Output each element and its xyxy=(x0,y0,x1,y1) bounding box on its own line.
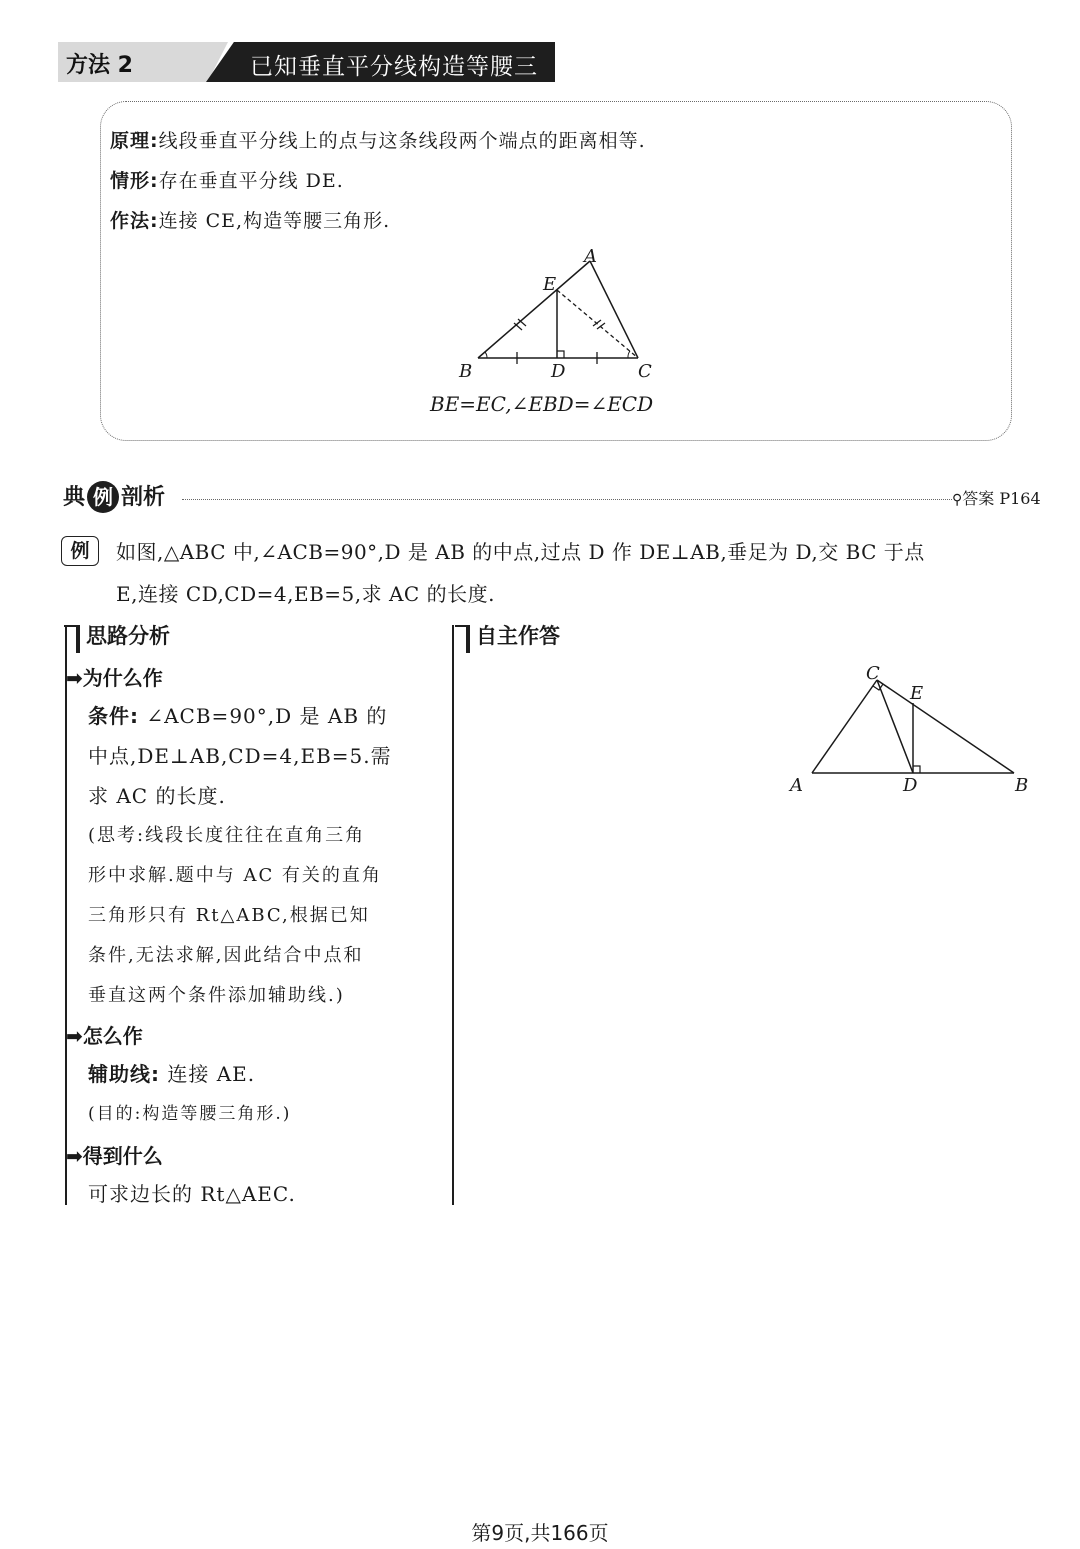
think-line-2: 形中求解.题中与 AC 有关的直角 xyxy=(88,865,382,886)
aux-label: 辅助线: xyxy=(88,1062,160,1086)
fig1-label-e: E xyxy=(543,274,557,295)
fig2-label-d: D xyxy=(903,775,918,796)
aux-line xyxy=(88,1054,255,1094)
figure-caption: BE=EC,∠EBD=∠ECD xyxy=(430,392,654,416)
example-line-2: E,连接 CD,CD=4,EB=5,求 AC 的长度. xyxy=(116,582,495,606)
example-line-1: 如图,△ABC 中,∠ACB=90°,D 是 AB 的中点,过点 D 作 DE⊥AB,垂足为 D,交 BC 于点 xyxy=(116,540,925,564)
section-title-left: 典 xyxy=(63,485,86,510)
right-triangle-figure xyxy=(780,655,1040,800)
section-divider xyxy=(182,499,952,500)
answer-title-bar xyxy=(466,625,470,653)
think-line-5: 垂直这两个条件添加辅助线.) xyxy=(88,985,345,1006)
get-heading: ➡得到什么 xyxy=(66,1144,163,1168)
key-icon: ⚲ xyxy=(952,492,963,508)
fig2-label-c: C xyxy=(866,663,880,684)
fig2-label-b: B xyxy=(1015,775,1029,796)
column-separator xyxy=(452,625,454,1205)
think-line-1: (思考:线段长度往往在直角三角 xyxy=(88,825,366,846)
method-label: 方法 2 xyxy=(66,53,133,78)
conditions-text-1: ∠ACB=90°,D 是 AB 的 xyxy=(146,704,388,728)
why-heading: ➡为什么作 xyxy=(66,666,163,690)
isosceles-construction-figure xyxy=(450,240,680,385)
analysis-title-bar xyxy=(76,625,80,653)
method-line-text: 连接 CE,构造等腰三角形. xyxy=(158,210,391,232)
page-footer: 第9页,共166页 xyxy=(471,1521,609,1545)
method-line-label: 作法: xyxy=(110,210,159,232)
conditions-line-2: 中点,DE⊥AB,CD=4,EB=5.需 xyxy=(88,744,392,768)
get-text: 可求边长的 Rt△AEC. xyxy=(88,1182,296,1206)
think-line-3: 三角形只有 Rt△ABC,根据已知 xyxy=(88,905,370,926)
section-title-right: 剖析 xyxy=(121,485,166,510)
purpose-line: (目的:构造等腰三角形.) xyxy=(88,1104,292,1124)
how-heading: ➡怎么作 xyxy=(66,1024,143,1048)
fig2-label-e: E xyxy=(910,683,924,704)
fig1-label-d: D xyxy=(551,361,566,382)
conditions-label: 条件: xyxy=(88,704,139,728)
section-title xyxy=(63,480,165,513)
conditions-line-3: 求 AC 的长度. xyxy=(88,784,226,808)
method-title: 已知垂直平分线构造等腰三角形 xyxy=(250,54,538,113)
answer-reference-text: 答案 P164 xyxy=(962,489,1041,508)
principle-text: 线段垂直平分线上的点与这条线段两个端点的距离相等. xyxy=(158,130,646,152)
conditions-line-1 xyxy=(88,696,387,736)
answer-corner xyxy=(455,625,467,627)
aux-text: 连接 AE. xyxy=(167,1062,256,1086)
fig1-label-a: A xyxy=(584,246,597,267)
example-label: 例 xyxy=(61,536,99,566)
think-line-4: 条件,无法求解,因此结合中点和 xyxy=(88,945,364,966)
method-line xyxy=(110,206,390,233)
fig1-label-c: C xyxy=(638,361,652,382)
section-title-badge: 例 xyxy=(87,481,119,513)
method-banner xyxy=(58,42,555,113)
situation-label: 情形: xyxy=(110,170,159,192)
principle-label: 原理: xyxy=(110,130,159,152)
situation-line xyxy=(110,166,344,193)
answer-reference xyxy=(952,486,1041,509)
principle-line xyxy=(110,126,646,153)
situation-text: 存在垂直平分线 DE. xyxy=(158,170,344,192)
analysis-title: 思路分析 xyxy=(86,624,170,648)
fig1-label-b: B xyxy=(459,361,473,382)
fig2-label-a: A xyxy=(790,775,803,796)
analysis-left-rule xyxy=(65,625,67,1205)
answer-title: 自主作答 xyxy=(476,624,560,648)
